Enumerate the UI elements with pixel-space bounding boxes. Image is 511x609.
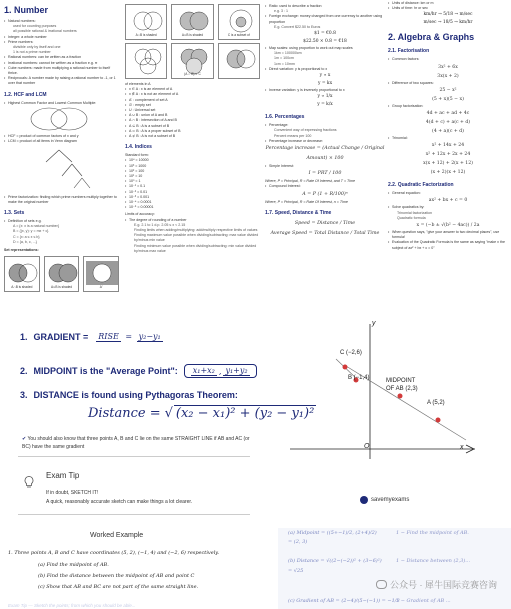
brand-text: savemyexams xyxy=(371,497,410,503)
watermark xyxy=(376,578,497,591)
note-line: • Natural numbers: xyxy=(4,19,119,24)
note-line: 1m = 100cm xyxy=(274,56,294,61)
note-formula: Speed = Distance / Time xyxy=(294,220,356,226)
answer-note: 1 − Gradient of AB ... xyxy=(396,598,451,604)
note-line: • General equation: xyxy=(388,191,508,196)
note-line: divisible only by itself and one xyxy=(13,45,61,50)
check-icon: ✔ xyxy=(22,436,28,442)
note-line: • Rational numbers: can be written as a fraction xyxy=(4,55,119,60)
midpoint-expression xyxy=(184,364,257,378)
note-line: • Irrational numbers: cannot be written as a fraction e.g. π xyxy=(4,61,119,66)
y-average-fraction xyxy=(223,366,249,376)
venn-box xyxy=(218,4,260,40)
midpoint-label: OF AB (2,3) xyxy=(386,386,418,392)
formula-label: DISTANCE is found using Pythagoras Theorem: xyxy=(33,390,238,400)
note-math: 4d + ac + ad + 4c xyxy=(426,111,470,117)
formula-number: 2. xyxy=(20,366,28,376)
note-line: Finding minimum value possible when dividing/subtracting: min value divided by/minus max value xyxy=(134,243,257,253)
note-line: D = {a, b, c, ...} xyxy=(13,239,37,244)
note-line: • 10² = 100 xyxy=(125,169,260,174)
note-math: 3x(x + 2) xyxy=(437,73,459,79)
question-part: (a) Find the midpoint of AB. xyxy=(38,562,109,568)
point-midpoint xyxy=(398,394,403,399)
venn-caption: C is a subset of xyxy=(227,32,250,37)
note-line: used for counting purposes xyxy=(13,24,57,29)
note-math: (5 + x)(5 − x) xyxy=(432,96,464,102)
venn-row xyxy=(125,43,260,79)
worked-example-title: Worked Example xyxy=(90,532,144,539)
note-line: • The degree of rounding of a number xyxy=(125,218,260,223)
note-line: • Solve quadratics by: xyxy=(388,205,508,210)
note-line: • A ∩ B : intersection of A and B xyxy=(125,118,260,123)
note-math: 3x² + 6x xyxy=(438,64,458,70)
note-line: Trinomial factorization xyxy=(397,210,433,215)
venn-caption: A∩B is shaded xyxy=(11,285,33,290)
answer-line: = √25 xyxy=(288,568,304,574)
distance-formula xyxy=(20,390,238,400)
section-title-quadratic: 2.2. Quadratic Factorization xyxy=(388,182,454,189)
note-line: of elements in A xyxy=(125,82,151,86)
section-title-number: 1. Number xyxy=(4,5,49,15)
venn-caption: A∪B is shaded xyxy=(181,32,204,37)
note-line: Quadratic formula xyxy=(397,215,426,220)
note-line: • 10³ = 1000 xyxy=(125,164,260,169)
note-line: • LCM = product of all items in Venn diagram xyxy=(4,139,119,144)
answer-panel xyxy=(278,528,511,609)
note-line: • Highest Common Factor and Lowest Common Multiple: xyxy=(4,101,119,106)
note-line: • 10⁻² = 0.01 xyxy=(125,190,260,195)
note-line: Convenient way of expressing fractions xyxy=(274,128,337,133)
note-line: • Units of distance: km or m xyxy=(388,1,508,6)
note-line: • Percentage increase or decrease: xyxy=(265,139,385,144)
note-math: x(x + 12) + 2(x + 12) xyxy=(423,161,473,167)
section-title-algebra: 2. Algebra & Graphs xyxy=(388,32,475,43)
venn-caption: A∩B is shaded xyxy=(135,32,157,37)
note-math: (x + 2)(x + 12) xyxy=(430,170,466,176)
midpoint-bracket: x₁+x₂ , y₁+y₂ xyxy=(184,364,257,378)
point-c-label: C (−2,6) xyxy=(340,350,362,356)
note-math: m/sec → 18/5 → km/hr xyxy=(423,20,473,26)
answer-line: (a) Midpoint = ((5+−1)/2, (2+4)/2) xyxy=(288,530,377,536)
note-line: • A ⊆ B : A is a subset of B xyxy=(125,124,260,129)
note-column-2 xyxy=(125,0,260,318)
origin-label: O xyxy=(364,443,370,450)
venn-box xyxy=(171,4,213,40)
venn-caption: A∪B is shaded xyxy=(50,285,73,290)
distance-expression: Distance = √ (x₂ − x₁)² + (y₂ − y₁)² xyxy=(88,405,315,421)
formula-number: 1. xyxy=(20,332,28,342)
note-line: • Evaluation of the Quadratic Formula is the same as saying "make x the subject of ax² + bx + c = 0" xyxy=(388,240,508,250)
brand-icon xyxy=(360,496,368,504)
wechat-icon xyxy=(376,580,387,589)
point-a xyxy=(436,418,441,423)
divider xyxy=(18,514,250,515)
note-line: • HCF = product of common factors of x and y xyxy=(4,134,119,139)
note-line: • Percentage: xyxy=(265,123,385,128)
venn-row xyxy=(4,256,119,292)
coordinate-sketch xyxy=(290,324,480,494)
distance-rhs: (x₂ − x₁)² + (y₂ − y₁)² xyxy=(175,406,315,421)
watermark-text: 公众号 · 犀牛国际竞赛咨询 xyxy=(390,580,497,590)
venn-caption: A' xyxy=(99,285,103,290)
note-line: • 10⁻⁵ = 0.00001 xyxy=(125,205,260,210)
midpoint-label: MIDPOINT xyxy=(386,378,416,384)
y-axis-label: y xyxy=(372,320,376,327)
point-a-label: A (5,2) xyxy=(427,400,445,406)
note-line: • Reciprocals: A number made by raising a rational number to -1, or 1 over that number xyxy=(4,76,119,86)
gradient-expression xyxy=(94,332,164,342)
note-line: • Cube numbers: made from multiplying a rational number to itself thrice. xyxy=(4,66,119,76)
note-line: • Common factors: xyxy=(388,57,508,62)
note-line: 1cm = 10mm xyxy=(274,61,295,66)
note-line: E.g. 2.1 to 1 d.p. 2.05 ≤ x < 2.15 xyxy=(134,222,186,227)
note-line: C = {x: a ≤ x ≤ b} xyxy=(13,234,40,239)
coordinate-fraction xyxy=(137,332,163,342)
note-line: Where, P = Principal, R = Rate Of Interest, n = Time xyxy=(265,199,348,204)
collinear-note xyxy=(22,435,257,451)
note-column-3 xyxy=(265,0,385,318)
venn-box xyxy=(44,256,80,292)
question-part: (c) Show that AB and BC are not part of the same straight line. xyxy=(38,584,199,590)
exam-tip-title: Exam Tip xyxy=(46,471,80,480)
hcf-venn-diagram xyxy=(4,106,114,132)
note-line: E.g. Convert $22.50 to Euros xyxy=(274,24,321,29)
venn-box xyxy=(83,256,119,292)
section-title-speed: 1.7. Speed, Distance & Time xyxy=(265,209,332,216)
note-column-4 xyxy=(388,0,508,318)
x-axis-label: x xyxy=(460,444,464,451)
answer-line: (b) Distance = √((2−(−2))² + (3−6)²) xyxy=(288,558,382,564)
note-line: • A ∪ B : union of A and B xyxy=(125,113,260,118)
note-line: • 10⁴ = 10000 xyxy=(125,158,260,163)
question-text: 1. Three points A, B and C have coordinates (5, 2), (−1, 4) and (−2, 6) respectively. xyxy=(8,550,220,556)
note-math: y = kx xyxy=(317,81,333,87)
venn-caption: (A ∩ B) ∪ C xyxy=(184,71,201,76)
note-line: • Direct variation: y is proportional to x xyxy=(265,67,385,72)
midpoint-formula xyxy=(20,364,257,378)
section-title-indices: 1.4. Indices xyxy=(125,144,152,151)
note-line: all possible rational & irrational numbers xyxy=(13,29,77,34)
note-formula: A = P (1 + R/100)ⁿ xyxy=(302,191,348,197)
worked-example-section xyxy=(0,528,511,609)
note-math: $1 = €0.8 xyxy=(314,31,336,37)
answer-note: 1 − Distance between (2,3)... xyxy=(396,558,471,564)
note-column-1 xyxy=(4,0,119,318)
gradient-formula xyxy=(20,332,165,342)
note-math: y = k/x xyxy=(317,102,333,108)
note-math: 4(d + c) + a(c + d) xyxy=(425,120,471,126)
note-line: • 10⁻³ = 0.001 xyxy=(125,195,260,200)
note-math: 25 − x² xyxy=(439,87,457,93)
note-math: y ∝ 1/x xyxy=(317,94,333,100)
section-title-percentages: 1.6. Percentages xyxy=(265,114,305,121)
note-math: x = (−b ± √(b² − 4ac)) / 2a xyxy=(416,223,480,229)
note-math: y ∝ x xyxy=(319,73,331,79)
exam-tip-line: A quick, reasonably accurate sketch can make things a lot clearer. xyxy=(46,499,193,505)
distance-lhs: Distance = xyxy=(88,405,161,421)
note-line: • Units of time: hr or sec xyxy=(388,6,508,11)
note-line: • Simple Interest: xyxy=(265,164,385,169)
answer-note: 1 − Find the midpoint of AB. xyxy=(396,530,469,536)
note-line: Standard form: xyxy=(125,153,149,158)
note-line: • Definition of sets e.g. xyxy=(4,219,119,224)
fraction-top: x₁+x₂ xyxy=(192,366,215,375)
venn-box xyxy=(4,256,40,292)
venn-box xyxy=(171,43,213,79)
note-math: x² + 14x + 24 xyxy=(431,143,465,149)
note-line: • Compound Interest: xyxy=(265,184,385,189)
note-line: • ∅ : empty set xyxy=(125,103,260,108)
note-line: A = {x: x is a natural number} xyxy=(13,224,60,229)
note-math: (4 + a)(c + d) xyxy=(432,129,464,135)
venn-row xyxy=(125,4,260,40)
note-line: e.g. 3 : 1 xyxy=(274,9,288,14)
note-formula: Average Speed = Total Distance / Total Time xyxy=(270,230,380,236)
answer-line: = (2, 3) xyxy=(288,539,308,545)
point-c xyxy=(343,365,348,370)
note-line: • Ratio: used to describe a fraction xyxy=(265,4,385,9)
note-line: • A' : complement of set A xyxy=(125,98,260,103)
section-title-hcf: 1.2. HCF and LCM xyxy=(4,91,47,98)
fraction-top: y₁+y₂ xyxy=(225,366,248,375)
note-line: • 10⁰ = 1 xyxy=(125,179,260,184)
fraction-top: y₂−y₁ xyxy=(138,332,161,341)
question-part: (b) Find the distance between the midpoint of AB and point C xyxy=(38,573,195,579)
venn-box xyxy=(218,43,260,79)
note-line: • 10⁻⁴ = 0.0001 xyxy=(125,200,260,205)
note-line: Where, P = Principal, R = Rate Of Interest, and T = Time xyxy=(265,179,356,184)
note-line: • 10⁻¹ = 0.1 xyxy=(125,184,260,189)
note-line: Finding maximum value possible when dividing/subtracting: max value divided by/minus min value xyxy=(134,233,259,243)
note-line: • Foreign exchange: money changed from one currency to another using proportion xyxy=(265,14,385,24)
note-line: • A ⊄ B : A is not a subset of B xyxy=(125,134,260,139)
formula-label: MIDPOINT is the "Average Point": xyxy=(33,366,178,376)
venn-box xyxy=(125,4,167,40)
fraction-top: RISE xyxy=(98,332,119,341)
note-line: • Integer: a whole number xyxy=(4,35,119,40)
note-line: • x ∉ A : x is not an element of A xyxy=(125,92,260,97)
note-line: Finding limits when adding/multiplying: add/multiply respective limits of values xyxy=(134,228,258,233)
note-math: x² + 12x + 2x + 24 xyxy=(425,152,471,158)
note-line: • Prime numbers: xyxy=(4,40,119,45)
note-line: • x ∈ A : x is an element of A xyxy=(125,87,260,92)
formula-number: 3. xyxy=(20,390,28,400)
lightbulb-icon xyxy=(22,475,36,489)
faint-text: Exam Tip — Sketch the points; from which you should be able... xyxy=(8,603,136,608)
factor-tree-diagram xyxy=(4,146,114,190)
note-formula: I = PRT / 100 xyxy=(308,171,342,177)
exam-tip-line: If in doubt, SKETCH IT! xyxy=(46,490,99,496)
brand-logo xyxy=(360,496,409,504)
formula-label: GRADIENT = xyxy=(33,332,89,342)
note-line: • Difference of two squares: xyxy=(388,81,508,86)
section-title-sets: 1.3. Sets xyxy=(4,210,25,217)
coordinate-geometry-section xyxy=(0,318,511,528)
note-math: $22.50 × 0.8 = €18 xyxy=(303,39,347,45)
note-math: km/hr → 5/18 → m/sec xyxy=(423,12,473,18)
note-line: • Map scales: using proportion to work out map scales xyxy=(265,46,385,51)
note-line: 1 is not a prime number xyxy=(13,50,51,55)
section-title-factorisation: 2.1. Factorisation xyxy=(388,48,430,55)
divider xyxy=(18,456,250,457)
note-line: • Trinomial: xyxy=(388,136,508,141)
note-line: • When question says, "give your answer to two decimal places", use formula! xyxy=(388,230,508,240)
note-line: • Prime factorization: finding which prime numbers multiply together to make the original number xyxy=(4,195,119,205)
note-line: Percent means per 100 xyxy=(274,133,312,138)
note-line: Set representations: xyxy=(4,248,39,253)
note-line: • U : Universal set xyxy=(125,108,260,113)
note-formula: Percentage increase = (Actual Change / Original Amount) × 100 xyxy=(265,146,385,162)
point-b-label: B (−1,4) xyxy=(348,375,370,381)
note-line: Limits of accuracy: xyxy=(125,212,155,217)
note-line: • 10¹ = 10 xyxy=(125,174,260,179)
note-line: • A ⊂ B : A is a proper subset of B xyxy=(125,129,260,134)
note-line: • Inverse variation: y is inversely proportional to x xyxy=(265,88,385,93)
note-line: • Group factorisation: xyxy=(388,104,508,109)
equals-sign: = xyxy=(125,332,133,341)
rise-run-fraction xyxy=(96,332,121,342)
answer-line: (c) Gradient of AB = (2−4)/(5−(−1)) = −1/3 xyxy=(288,598,400,604)
note-text: You should also know that three points A, B and C lie on the same STRAIGHT LINE if AB and AC (or BC) have the same gradient xyxy=(22,436,250,450)
x-average-fraction xyxy=(191,366,217,376)
note-line: B = {(x, y): y = mx + c} xyxy=(13,229,49,234)
venn-box xyxy=(125,43,167,79)
note-line: 1km = 100000cm xyxy=(274,51,302,56)
note-math: ax² + bx + c = 0 xyxy=(428,198,468,204)
